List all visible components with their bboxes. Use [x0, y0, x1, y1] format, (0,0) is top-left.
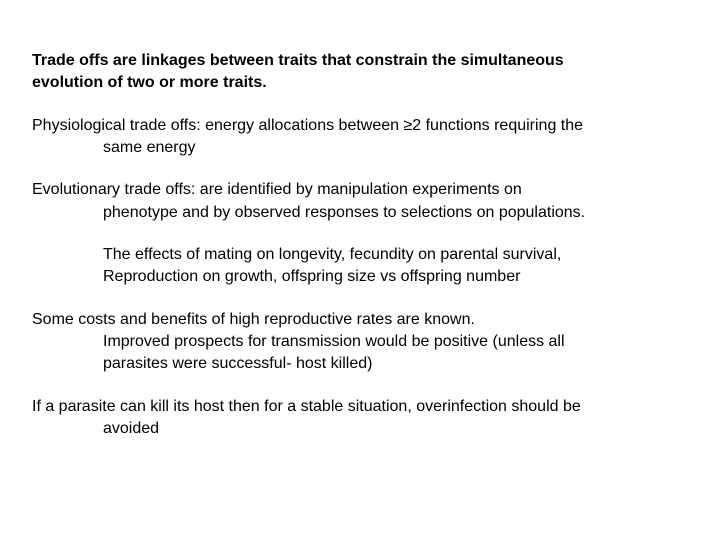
parasite-line-2: avoided — [103, 420, 160, 437]
evolutionary-line-1: Evolutionary trade offs: are identified by manipulation experiments on — [32, 181, 522, 198]
costs-line-1: Some costs and benefits of high reproductive rates are known. — [32, 311, 475, 328]
parasite-line-1: If a parasite can kill its host then for a stable situation, overinfection should be — [32, 398, 581, 415]
evolutionary-line-2: phenotype and by observed responses to selections on populations. — [103, 204, 586, 221]
costs-line-2: Improved prospects for transmission would be positive (unless all — [103, 333, 565, 350]
physiological-line-2: same energy — [103, 139, 196, 156]
effects-line-1: The effects of mating on longevity, fecundity on parental survival, — [103, 246, 562, 263]
effects-line-2: Reproduction on growth, offspring size vs offspring number — [103, 268, 521, 285]
intro-line-1: Trade offs are linkages between traits that constrain the simultaneous — [32, 52, 564, 69]
physiological-line-1: Physiological trade offs: energy allocations between ≥2 functions requiring the — [32, 117, 584, 134]
slide-content — [32, 0, 704, 540]
intro-line-2: evolution of two or more traits. — [32, 74, 267, 91]
costs-line-3: parasites were successful- host killed) — [103, 355, 373, 372]
